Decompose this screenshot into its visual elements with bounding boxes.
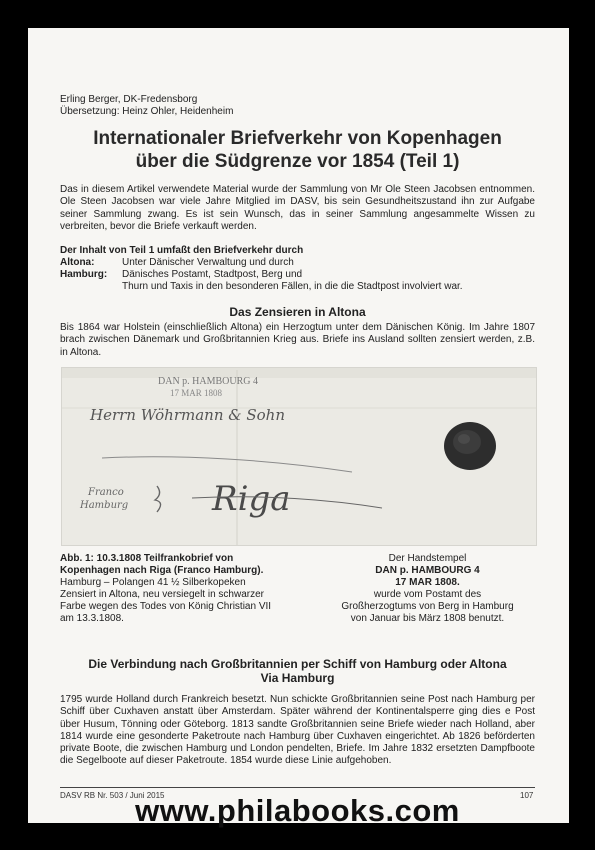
contents-heading: Der Inhalt von Teil 1 umfaßt den Briefverkehr durch xyxy=(60,245,304,256)
letter-illustration xyxy=(62,368,536,545)
footer-issue: DASV RB Nr. 503 / Juni 2015 xyxy=(60,791,165,800)
contents-row: Hamburg: Dänisches Postamt, Stadtpost, Berg und xyxy=(60,269,303,281)
intro-paragraph: Das in diesem Artikel verwendete Material wurde der Sammlung von Mr Ole Steen Jacobsen entnommen. Ole Steen Jacobsen war viele Jahre Mitglied im DASV, bis sein Gesundheitszustand ihn zur Aufgabe seiner Sammlung zwang. Es ist sein Wunsch, das in seiner Sammlung angesammelte Wissen zu verbreiten, bevor die Briefe verkauft werden. xyxy=(60,184,535,232)
postmark-line-1: DAN p. HAMBOURG 4 xyxy=(158,376,259,387)
section-heading-altona: Das Zensieren in Altona xyxy=(229,305,366,319)
wax-seal xyxy=(444,422,496,470)
page-number: 107 xyxy=(520,791,534,800)
title-line-2: über die Südgrenze vor 1854 (Teil 1) xyxy=(135,151,460,172)
contents-row: Altona: Unter Dänischer Verwaltung und durch xyxy=(60,257,294,269)
handstamp-caption: Der Handstempel DAN p. HAMBOURG 4 17 MAR 1808. wurde vom Postamt des Großherzogtums von Berg in Hamburg von Januar bis März 1808 benutzt. xyxy=(341,553,514,624)
contents-row: Thurn und Taxis in den besonderen Fällen, in die die Stadtpost involviert war. xyxy=(122,281,463,293)
letter-image xyxy=(61,367,537,546)
section-paragraph-hamburg: 1795 wurde Holland durch Frankreich besetzt. Nun schickte Großbritannien seine Post nach Hamburg per Schiff über Cuxhaven anstatt über Amsterdam. Später während der Kontinentalsperre ging dies e Post über Husum, Tönning oder Göteborg. 1813 sandte Großbritannien seine Briefe wieder nach Holland, aber 1814 wurde eine gesonderte Paketroute nach Hamburg über Cuxhaven eingerichtet. Ab 1826 beförderten private Boote, die zwischen Hamburg und London pendelten, Briefe. Im Jahre 1832 ersetzten Dampfboote die Segelboote auf dieser Paketroute. 1854 wurde diese Linie aufgehoben. xyxy=(60,694,535,767)
translator-line: Übersetzung: Heinz Ohler, Heidenheim xyxy=(60,106,234,117)
watermark: www.philabooks.com xyxy=(135,793,460,828)
article-title xyxy=(30,127,565,173)
letter-hamburg: Hamburg xyxy=(80,500,129,511)
author-line: Erling Berger, DK-Fredensborg xyxy=(60,94,198,105)
section-paragraph-altona: Bis 1864 war Holstein (einschließlich Altona) ein Herzogtum unter dem Dänischen König. Im Jahre 1807 brach zwischen Dänemark und Großbritannien Krieg aus. Briefe ins Ausland sollten zensiert werden, z.B. in Altona. xyxy=(60,322,535,358)
postmark-line-2: 17 MAR 1808 xyxy=(170,388,223,398)
letter-franco: Franco xyxy=(88,487,124,498)
section-heading-grossbritannien: Die Verbindung nach Großbritannien per Schiff von Hamburg oder Altona Via Hamburg xyxy=(88,657,507,685)
title-line-1: Internationaler Briefverkehr von Kopenhagen xyxy=(93,128,502,149)
letter-city: Riga xyxy=(212,479,291,519)
footer-divider xyxy=(60,787,535,788)
contents-block xyxy=(60,245,535,293)
figure-caption: Abb. 1: 10.3.1808 Teilfrankobrief von Kopenhagen nach Riga (Franco Hamburg). Hamburg – Polangen 41 ½ Silberkopeken Zensiert in Altona, neu versiegelt in schwarzer Farbe wegen des Todes von König Christian VII am 13.3.1808. xyxy=(60,553,272,624)
letter-addressee: Herrn Wöhrmann & Sohn xyxy=(90,406,285,424)
